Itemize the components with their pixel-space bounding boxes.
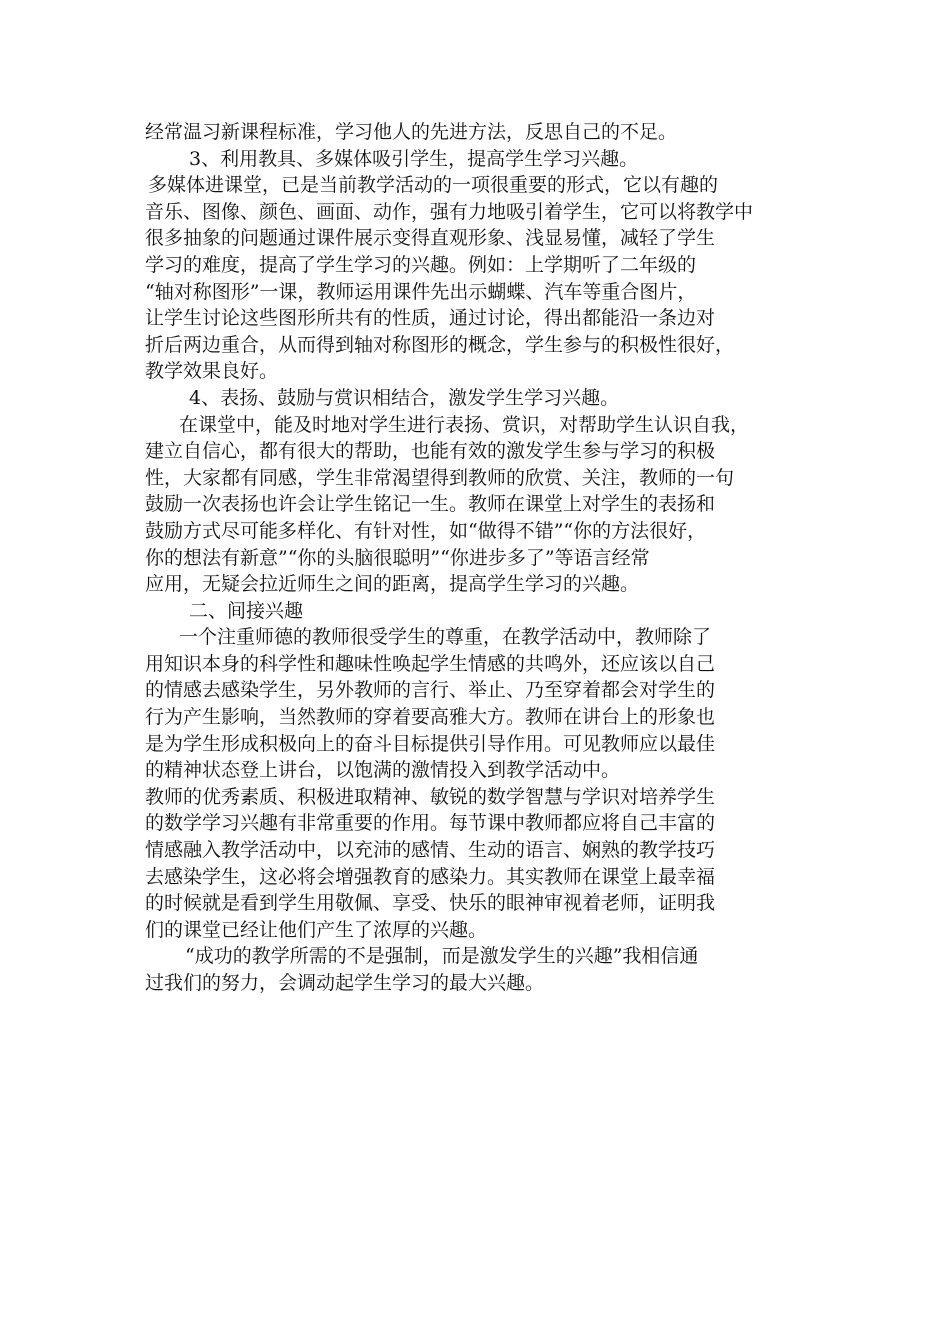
text-line: 鼓励一次表扬也许会让学生铭记一生。教师在课堂上对学生的表扬和 (145, 493, 716, 516)
section-heading: 二、间接兴趣 (189, 599, 304, 622)
text-line: 很多抽象的问题通过课件展示变得直观形象、浅显易懂，减轻了学生 (145, 227, 716, 250)
text-line: 你的想法有新意”“你的头脑很聪明”“你进步多了”等语言经常 (145, 546, 650, 569)
text-line: 一个注重师德的教师很受学生的尊重，在教学活动中，教师除了 (179, 626, 712, 649)
text-line: 学习的难度，提高了学生学习的兴趣。例如：上学期听了二年级的 (145, 253, 697, 276)
text-line: “轴对称图形”一课，教师运用课件先出示蝴蝶、汽车等重合图片， (145, 280, 697, 303)
text-line: 的精神状态登上讲台，以饱满的激情投入到教学活动中。 (145, 759, 621, 782)
text-line: 教师的优秀素质、积极进取精神、敏锐的数学智慧与学识对培养学生 (145, 785, 716, 808)
text-line: 音乐、图像、颜色、画面、动作，强有力地吸引着学生，它可以将教学中 (145, 200, 754, 223)
text-line: 在课堂中，能及时地对学生进行表扬、赏识，对帮助学生认识自我， (179, 413, 750, 436)
text-line: 去感染学生，这必将会增强教育的感染力。其实教师在课堂上最幸福 (145, 865, 716, 888)
document-body (145, 119, 810, 997)
text-line: 折后两边重合，从而得到轴对称图形的概念，学生参与的积极性很好， (145, 333, 735, 356)
text-line: 是为学生形成积极向上的奋斗目标提供引导作用。可见教师应以最佳 (145, 732, 716, 755)
text-line: 们的课堂已经让他们产生了浓厚的兴趣。 (145, 918, 488, 941)
text-line: 鼓励方式尽可能多样化、有针对性，如“做得不错”“你的方法很好， (145, 519, 707, 542)
text-line: 性，大家都有同感，学生非常渴望得到教师的欣赏、关注，教师的一句 (145, 466, 735, 489)
text-line: 经常温习新课程标准，学习他人的先进方法，反思自己的不足。 (145, 121, 678, 143)
text-line: 应用，无疑会拉近师生之间的距离，提高学生学习的兴趣。 (145, 573, 640, 596)
section-heading: 3、利用教具、多媒体吸引学生，提高学生学习兴趣。 (189, 147, 639, 170)
text-line: 的情感去感染学生，另外教师的言行、举止、乃至穿着都会对学生的 (145, 679, 716, 702)
text-line: 教学效果良好。 (145, 360, 279, 383)
text-line: 行为产生影响，当然教师的穿着要高雅大方。教师在讲台上的形象也 (145, 706, 716, 729)
section-heading: 4、表扬、鼓励与赏识相结合，激发学生学习兴趣。 (189, 386, 620, 409)
text-line: 多媒体进课堂，已是当前教学活动的一项很重要的形式，它以有趣的 (148, 174, 719, 197)
text-line: 情感融入教学活动中，以充沛的感情、生动的语言、娴熟的教学技巧 (145, 839, 716, 862)
text-line: 过我们的努力，会调动起学生学习的最大兴趣。 (145, 972, 545, 994)
text-line: 建立自信心，都有很大的帮助，也能有效的激发学生参与学习的积极 (145, 440, 716, 463)
text-line: 用知识本身的科学性和趣味性唤起学生情感的共鸣外，还应该以自己 (145, 652, 716, 675)
text-line: “成功的教学所需的不是强制，而是激发学生的兴趣”我相信通 (185, 945, 699, 968)
text-line: 的时候就是看到学生用敬佩、享受、快乐的眼神审视着老师，证明我 (145, 892, 716, 915)
text-line: 让学生讨论这些图形所共有的性质，通过讨论，得出都能沿一条边对 (145, 307, 716, 330)
text-line: 的数学学习兴趣有非常重要的作用。每节课中教师都应将自己丰富的 (145, 812, 716, 835)
